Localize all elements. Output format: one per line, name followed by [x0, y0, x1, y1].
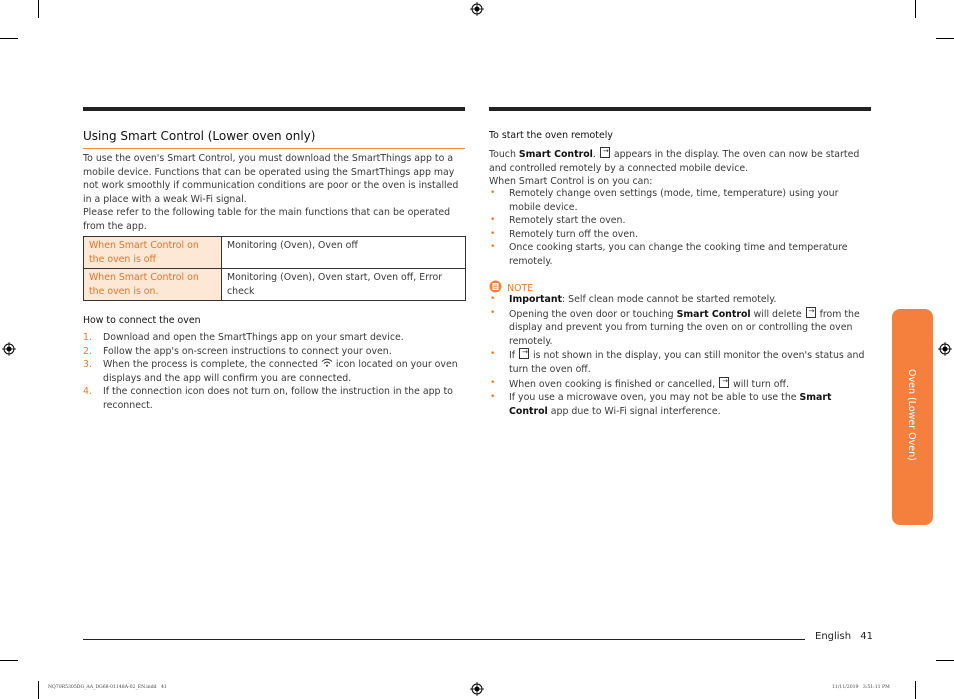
- heading-underline: [83, 148, 465, 149]
- print-timestamp: 11/11/2019 3:51:11 PM: [832, 685, 890, 690]
- table-cell-functions: Monitoring (Oven), Oven start, Oven off, Error check: [222, 269, 466, 301]
- chapter-side-tab-label: Oven (Lower Oven): [906, 369, 917, 461]
- crop-mark: [38, 681, 39, 699]
- connect-steps-list: [83, 331, 465, 413]
- crop-mark: [0, 660, 18, 661]
- list-item: 1. Download and open the SmartThings app on your smart device.: [83, 332, 404, 343]
- remote-start-text: [489, 147, 871, 189]
- registration-mark-icon: [2, 342, 16, 356]
- footer-language: English: [815, 631, 852, 642]
- registration-mark-icon: [470, 2, 484, 16]
- remote-bullets: [489, 187, 871, 269]
- list-item: • Important: Self clean mode cannot be started remotely.: [490, 294, 777, 305]
- crop-mark: [936, 38, 954, 39]
- list-item: 3. When the process is complete, the connected icon located on your oven displays and the app will confirm you are connected.: [83, 359, 458, 384]
- right-column-rule: [489, 107, 871, 111]
- remote-paragraph: When Smart Control is on you can:: [489, 176, 653, 188]
- left-column-rule: [83, 107, 465, 111]
- crop-mark: [38, 0, 39, 18]
- smart-control-icon: [519, 348, 529, 359]
- list-item: • Remotely start the oven.: [490, 215, 626, 227]
- list-item: 2. Follow the app's on-screen instructions to connect your oven.: [83, 345, 392, 357]
- note-bullets: [489, 293, 871, 418]
- functions-table: [83, 236, 466, 301]
- crop-mark: [936, 660, 954, 661]
- table-cell-condition: When Smart Control on the oven is on.: [84, 269, 222, 301]
- table-cell-functions: Monitoring (Oven), Oven off: [222, 237, 466, 269]
- list-item: • Opening the oven door or touching Smart Control will delete → from the display and prevent you from turning the oven on or controlling the oven remotely.: [489, 307, 871, 349]
- table-row: [84, 269, 466, 301]
- list-item: • When oven cooking is finished or cancelled, → will turn off.: [489, 377, 871, 392]
- smart-control-icon: [719, 377, 729, 388]
- list-item: • Remotely change oven settings (mode, time, temperature) using your mobile device.: [490, 188, 839, 213]
- table-cell-condition: When Smart Control on the oven is off: [84, 237, 222, 269]
- note-label: NOTE: [489, 276, 533, 295]
- list-item: • Remotely turn off the oven.: [490, 228, 639, 240]
- crop-mark: [915, 0, 916, 18]
- footer-page-label: [815, 631, 873, 642]
- intro-paragraph: Please refer to the following table for the main functions that can be operated from the app.: [83, 207, 451, 232]
- smart-control-icon: [600, 147, 610, 158]
- chapter-side-tab: [892, 309, 933, 525]
- list-item: • If you use a microwave oven, you may not be able to use the Smart Control app due to Wi-Fi signal interference.: [490, 392, 832, 417]
- note-icon: [489, 280, 502, 293]
- list-item: 4. If the connection icon does not turn on, follow the instruction in the app to reconnect.: [83, 386, 453, 411]
- table-row: [84, 237, 466, 269]
- section-heading: Using Smart Control (Lower oven only): [83, 129, 316, 143]
- connect-heading: How to connect the oven: [83, 315, 201, 326]
- remote-start-heading: To start the oven remotely: [489, 130, 613, 141]
- registration-mark-icon: [470, 682, 484, 696]
- registration-mark-icon: [938, 342, 952, 356]
- list-item: • Once cooking starts, you can change the cooking time and temperature remotely.: [490, 242, 848, 267]
- intro-text: [83, 152, 465, 234]
- left-column: [83, 129, 465, 143]
- crop-mark: [0, 38, 18, 39]
- list-item: • If → is not shown in the display, you can still monitor the oven's status and turn the oven off.: [489, 348, 871, 376]
- remote-paragraph: Touch Smart Control. → appears in the display. The oven can now be started and controlled remotely by a connected mobile device.: [489, 147, 871, 175]
- page-number: 41: [860, 631, 874, 642]
- smart-control-icon: [806, 307, 816, 318]
- footer-rule: [83, 639, 805, 640]
- crop-mark: [915, 681, 916, 699]
- wifi-icon: [321, 358, 333, 367]
- print-file-info: NQ70R5305DG_AA_DG68-01148A-02_EN.indd 41: [48, 685, 167, 690]
- intro-paragraph: To use the oven's Smart Control, you must download the SmartThings app to a mobile device. Functions that can be operated using the SmartThings app may not work smoothly if communication conditions are poor or the oven is installed in a place with a weak Wi-Fi signal.: [83, 153, 459, 205]
